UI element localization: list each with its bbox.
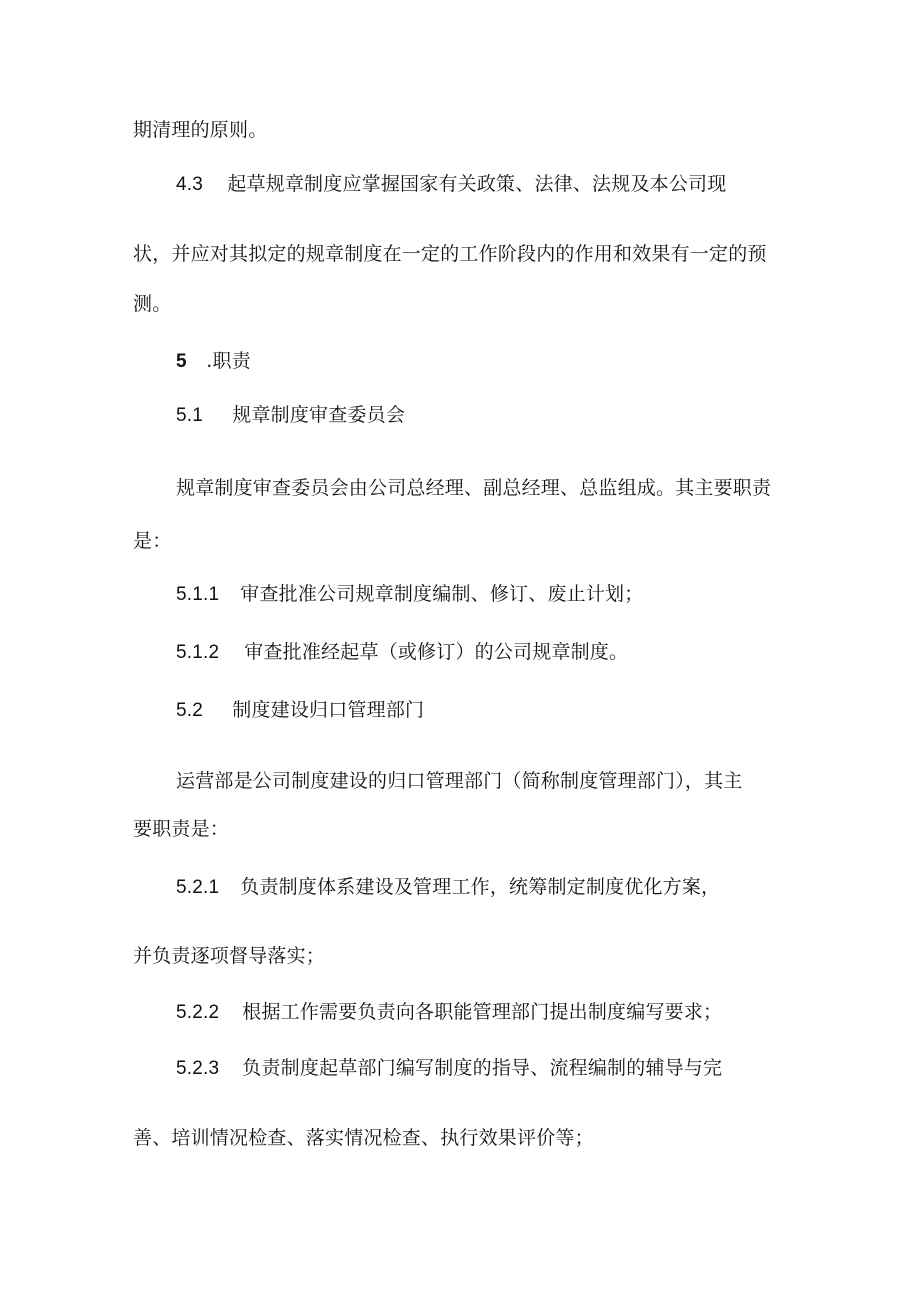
clause-4-3-continued <box>133 241 767 267</box>
paragraph-text: 运营部是公司制度建设的归口管理部门（简称制度管理部门），其主 <box>176 770 743 792</box>
section-title: .职责 <box>206 350 251 372</box>
clause-number: 5.1.1 <box>176 584 220 605</box>
clause-5-2-3 <box>176 1055 722 1082</box>
clause-number: 5.2.3 <box>176 1058 220 1079</box>
clause-4-3-end <box>133 291 171 317</box>
clause-text: 并负责逐项督导落实； <box>133 945 326 967</box>
clause-5-2-1 <box>176 874 720 901</box>
paragraph-committee-continued <box>133 528 171 554</box>
clause-text: 负责制度起草部门编写制度的指导、流程编制的辅导与完 <box>242 1057 723 1079</box>
section-5-1-heading <box>176 402 405 429</box>
clause-text: 善、培训情况检查、落实情况检查、执行效果评价等； <box>133 1127 594 1149</box>
line-qingli-yuanze <box>133 117 267 143</box>
section-5-2-heading <box>176 697 424 724</box>
line-text: 状，并应对其拟定的规章制度在一定的工作阶段内的作用和效果有一定的预 <box>133 243 767 265</box>
clause-text: 起草规章制度应掌握国家有关政策、法律、法规及本公司现 <box>227 173 727 195</box>
paragraph-operations <box>176 768 743 794</box>
clause-text: 根据工作需要负责向各职能管理部门提出制度编写要求； <box>242 1001 723 1023</box>
section-title: 制度建设归口管理部门 <box>232 699 425 721</box>
clause-5-1-1 <box>176 581 643 608</box>
section-5-heading <box>176 348 251 375</box>
paragraph-text: 规章制度审查委员会由公司总经理、副总经理、总监组成。其主要职责 <box>176 477 772 499</box>
paragraph-operations-continued <box>133 816 229 842</box>
clause-number: 5.2.2 <box>176 1002 220 1023</box>
line-text: 期清理的原则。 <box>133 119 268 141</box>
paragraph-text: 是： <box>133 530 172 552</box>
clause-5-2-1-continued <box>133 943 325 969</box>
clause-5-2-2 <box>176 999 722 1026</box>
paragraph-text: 要职责是： <box>133 818 230 840</box>
clause-text: 审查批准经起草（或修订）的公司规章制度。 <box>244 641 629 663</box>
line-text: 测。 <box>133 293 172 315</box>
clause-5-2-3-continued <box>133 1125 594 1151</box>
paragraph-committee <box>176 475 771 501</box>
clause-4-3 <box>176 171 726 198</box>
clause-text: 审查批准公司规章制度编制、修订、废止计划； <box>240 583 644 605</box>
clause-number: 5.1.2 <box>176 642 220 663</box>
clause-5-1-2 <box>176 639 628 666</box>
clause-number: 4.3 <box>176 174 204 195</box>
clause-text: 负责制度体系建设及管理工作，统筹制定制度优化方案， <box>240 876 721 898</box>
section-number: 5.1 <box>176 405 204 426</box>
section-number: 5 <box>176 351 187 372</box>
section-number: 5.2 <box>176 700 204 721</box>
section-title: 规章制度审查委员会 <box>232 404 406 426</box>
clause-number: 5.2.1 <box>176 877 220 898</box>
